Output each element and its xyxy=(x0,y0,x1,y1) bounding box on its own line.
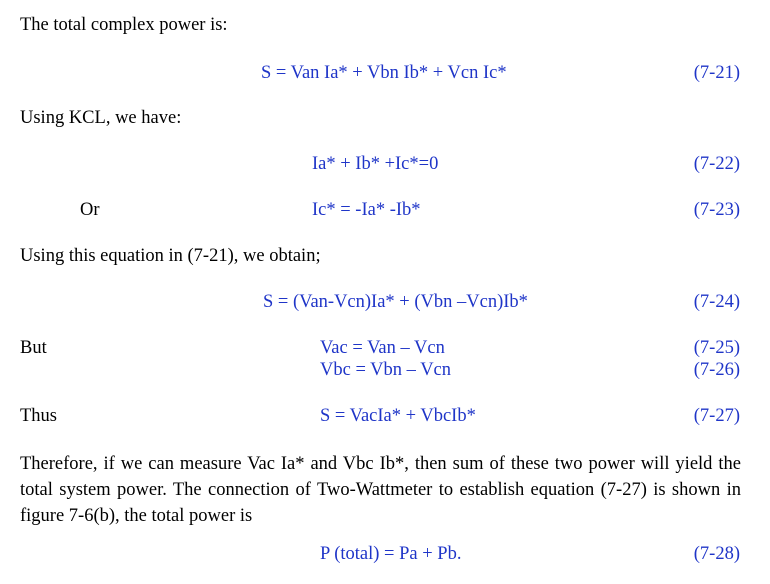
equation-7-25: Vac = Van – Vcn xyxy=(320,338,445,358)
equation-7-28: P (total) = Pa + Pb. xyxy=(320,544,462,564)
equation-7-23: Ic* = -Ia* -Ib* xyxy=(312,200,421,220)
but-label: But xyxy=(20,338,47,358)
conclusion-paragraph: Therefore, if we can measure Vac Ia* and Vbc Ib*, then sum of these two power will yield the total system power. The connection of Two-Wattmeter to establish equation (7-27) is shown in figure 7-6(b), the total power is xyxy=(20,454,741,526)
equation-number-7-27: (7-27) xyxy=(693,406,740,426)
equation-7-22: Ia* + Ib* +Ic*=0 xyxy=(312,154,439,174)
equation-7-24: S = (Van-Vcn)Ia* + (Vbn –Vcn)Ib* xyxy=(263,292,528,312)
equation-number-7-22: (7-22) xyxy=(693,154,740,174)
kcl-text: Using KCL, we have: xyxy=(20,108,182,128)
equation-number-7-26: (7-26) xyxy=(693,360,740,380)
thus-label: Thus xyxy=(20,406,57,426)
using-text: Using this equation in (7-21), we obtain; xyxy=(20,246,321,266)
equation-number-7-24: (7-24) xyxy=(693,292,740,312)
equation-number-7-23: (7-23) xyxy=(693,200,740,220)
equation-7-21: S = Van Ia* + Vbn Ib* + Vcn Ic* xyxy=(261,63,507,83)
equation-7-26: Vbc = Vbn – Vcn xyxy=(320,360,452,380)
equation-number-7-28: (7-28) xyxy=(693,544,740,564)
equation-number-7-25: (7-25) xyxy=(693,338,740,358)
equation-number-7-21: (7-21) xyxy=(693,63,740,83)
equation-7-27: S = VacIa* + VbcIb* xyxy=(320,406,476,426)
intro-text: The total complex power is: xyxy=(20,15,228,35)
or-label: Or xyxy=(80,200,100,220)
